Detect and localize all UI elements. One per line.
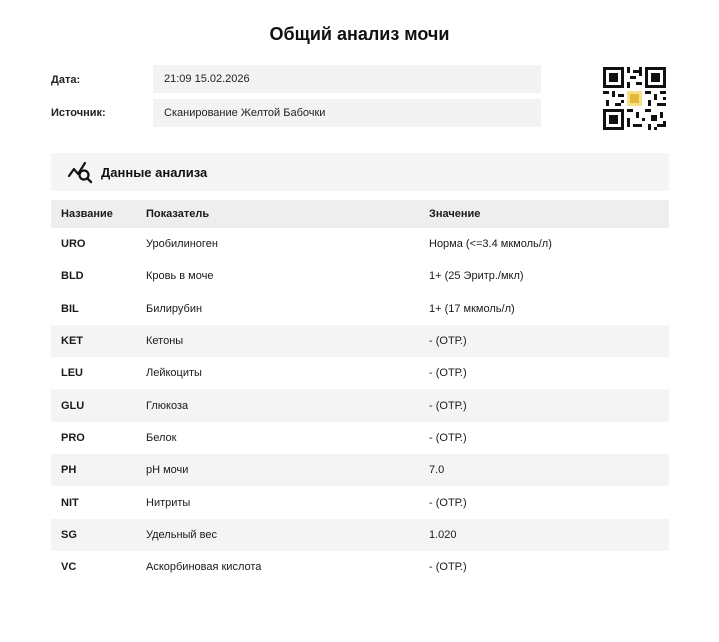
table-header-row bbox=[51, 200, 669, 228]
table-row bbox=[51, 454, 669, 486]
row-indicator: Удельный вес bbox=[146, 528, 217, 541]
row-value: - (ОТР.) bbox=[429, 561, 467, 574]
row-value: 1+ (25 Эритр./мкл) bbox=[429, 270, 524, 283]
row-value: - (ОТР.) bbox=[429, 496, 467, 509]
row-code: SG bbox=[61, 528, 77, 541]
row-value: 7.0 bbox=[429, 464, 445, 477]
row-indicator: Лейкоциты bbox=[146, 367, 202, 380]
table-row bbox=[51, 228, 669, 260]
row-code: LEU bbox=[61, 367, 83, 380]
table-row bbox=[51, 293, 669, 325]
table-row bbox=[51, 260, 669, 292]
row-code: VC bbox=[61, 561, 77, 574]
row-value: - (ОТР.) bbox=[429, 335, 467, 348]
row-code: PH bbox=[61, 464, 77, 477]
row-code: BIL bbox=[61, 302, 79, 315]
source-label: Источник: bbox=[51, 107, 106, 119]
header-code: Название bbox=[61, 208, 113, 220]
header-indicator: Показатель bbox=[146, 208, 210, 220]
header-value: Значение bbox=[429, 208, 481, 220]
row-code: PRO bbox=[61, 431, 85, 444]
row-value: - (ОТР.) bbox=[429, 431, 467, 444]
row-indicator: Нитриты bbox=[146, 496, 191, 509]
row-code: NIT bbox=[61, 496, 79, 509]
table-row bbox=[51, 519, 669, 551]
row-value: - (ОТР.) bbox=[429, 367, 467, 380]
results-table bbox=[51, 200, 669, 583]
analysis-section-header bbox=[51, 153, 669, 191]
table-row bbox=[51, 422, 669, 454]
page-title: Общий анализ мочи bbox=[269, 24, 450, 44]
row-indicator: pH мочи bbox=[146, 464, 189, 477]
table-row bbox=[51, 551, 669, 583]
table-row bbox=[51, 389, 669, 421]
row-code: GLU bbox=[61, 399, 85, 412]
source-value: Сканирование Желтой Бабочки bbox=[153, 99, 541, 127]
row-code: KET bbox=[61, 335, 83, 348]
row-indicator: Аскорбиновая кислота bbox=[146, 561, 262, 574]
chart-search-icon bbox=[67, 160, 95, 184]
row-indicator: Белок bbox=[146, 431, 177, 444]
table-row bbox=[51, 486, 669, 518]
row-indicator: Кровь в моче bbox=[146, 270, 214, 283]
row-value: 1+ (17 мкмоль/л) bbox=[429, 302, 515, 315]
date-value: 21:09 15.02.2026 bbox=[153, 65, 541, 93]
row-value: - (ОТР.) bbox=[429, 399, 467, 412]
qr-code bbox=[603, 67, 666, 130]
row-value: 1.020 bbox=[429, 528, 457, 541]
row-indicator: Глюкоза bbox=[146, 399, 189, 412]
table-row bbox=[51, 357, 669, 389]
section-title: Данные анализа bbox=[101, 164, 208, 180]
row-indicator: Билирубин bbox=[146, 302, 203, 315]
row-code: URO bbox=[61, 238, 86, 251]
date-label: Дата: bbox=[51, 74, 81, 86]
table-row bbox=[51, 325, 669, 357]
row-indicator: Кетоны bbox=[146, 335, 184, 348]
row-value: Норма (<=3.4 мкмоль/л) bbox=[429, 238, 552, 251]
row-code: BLD bbox=[61, 270, 84, 283]
row-indicator: Уробилиноген bbox=[146, 238, 218, 251]
